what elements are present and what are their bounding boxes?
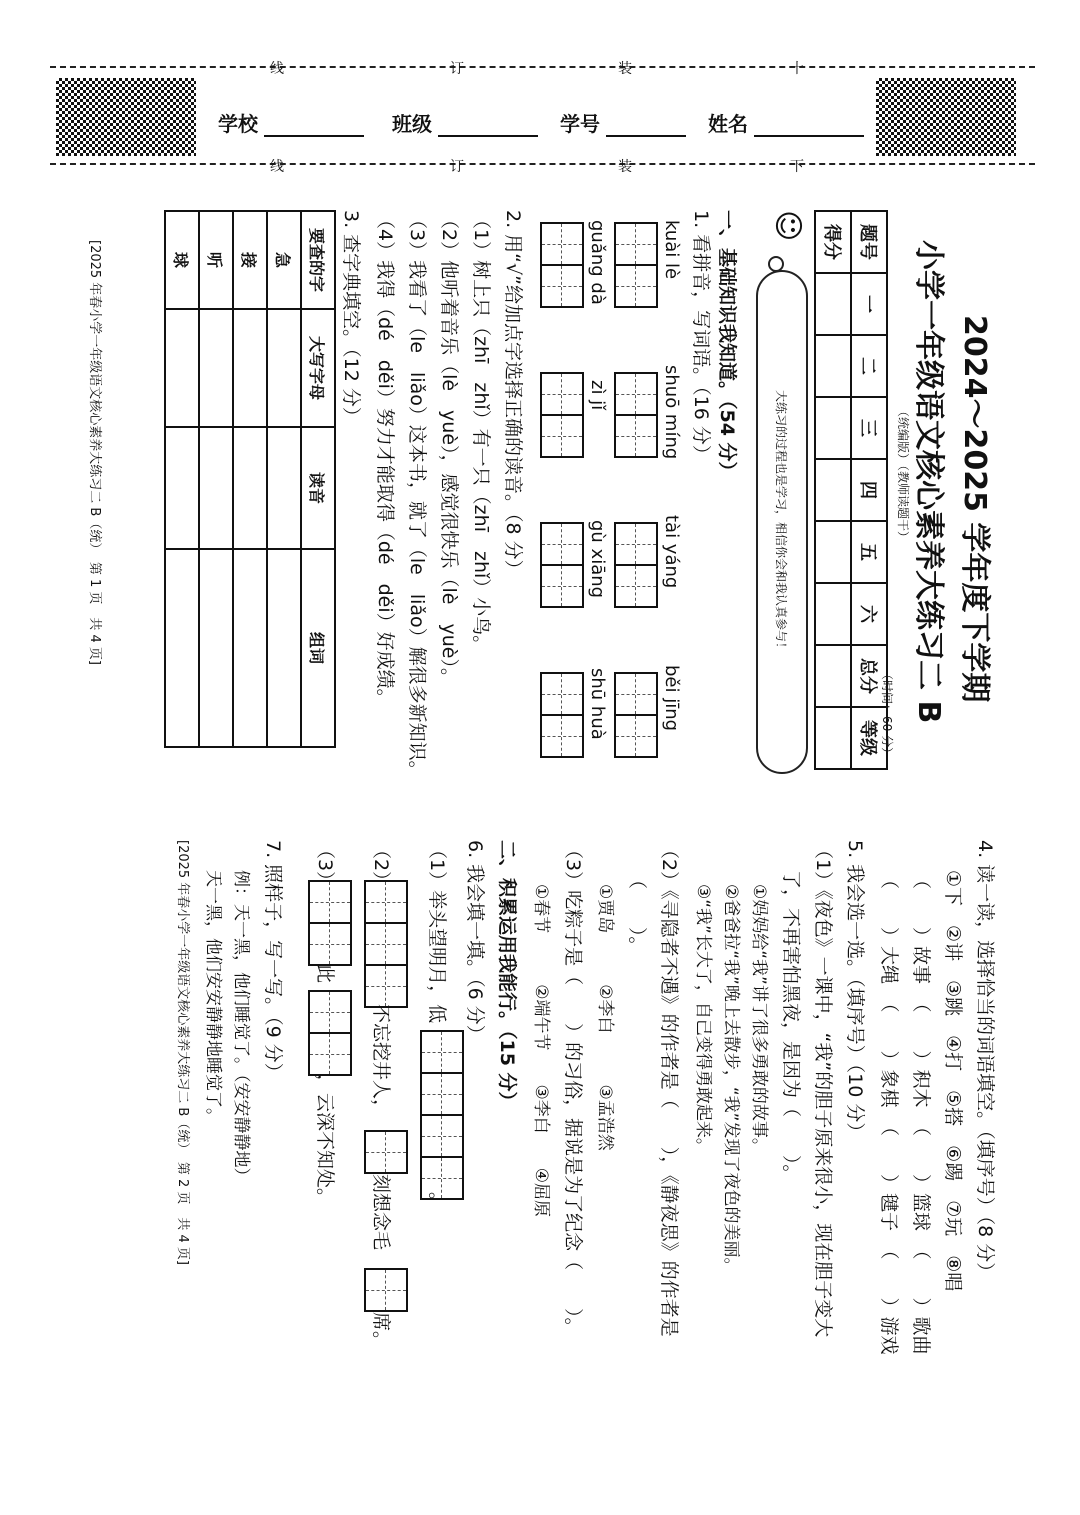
pinyin: běi jīng — [661, 665, 682, 732]
pinyin: shū huà — [587, 668, 608, 740]
binding-mark: 线 — [270, 159, 284, 175]
checker-pattern-right — [876, 78, 1016, 156]
question-6-3-text: （3） — [314, 840, 336, 891]
score-col: 一 — [851, 273, 887, 335]
answer-cell[interactable] — [165, 427, 199, 549]
cloud-bubble — [756, 270, 808, 774]
score-table — [814, 210, 888, 770]
checker-pattern-left — [56, 78, 196, 156]
question-5-3[interactable]: （3）吃粽子是（ ）的习俗，据说是为了纪念（ ）。 — [562, 840, 584, 1337]
answer-cell[interactable] — [267, 549, 301, 747]
score-cell[interactable] — [815, 707, 851, 769]
binding-mark: 订 — [450, 159, 464, 175]
question-6-3-text: 此 — [314, 964, 336, 984]
binding-mark: 装 — [618, 61, 632, 77]
student-id-field[interactable] — [560, 108, 686, 137]
exam-subtitle: （统编版）（教师读题干） — [896, 405, 910, 544]
table-cell: 听 — [199, 211, 233, 309]
page-footer: [2025 年春小学一年级语文核心素养大练习二 B（统） 第 1 页 共 4 页] — [87, 240, 102, 665]
binding-mark: 下 — [790, 159, 804, 175]
answer-cell[interactable] — [165, 309, 199, 427]
score-cell[interactable] — [815, 521, 851, 583]
question-2-item[interactable]: （2）他听着音乐（lè yuè），感觉很快乐（lè yuè）。 — [438, 210, 460, 687]
question-6-1-text: （1）举头望明月，低 — [426, 840, 448, 1024]
score-cell[interactable] — [815, 273, 851, 335]
score-col: 四 — [851, 459, 887, 521]
writing-grid[interactable] — [364, 880, 408, 1006]
pinyin: zì jǐ — [587, 380, 608, 411]
question-6-2-text: 席。 — [370, 1312, 392, 1351]
pinyin: tài yáng — [661, 515, 682, 589]
option-row: ①春节 ②端午节 ③李白 ④屈原 — [531, 884, 551, 1217]
option: ③“我”长大了，自己变得勇敢起来。 — [693, 884, 713, 1155]
question-4-row[interactable]: （ ）大绳 （ ）象棋 （ ）毽子 （ ）游戏 — [878, 870, 900, 1355]
question-6-2-text: 不忘挖井人， — [370, 1004, 392, 1119]
writing-grid[interactable] — [420, 1030, 464, 1198]
table-cell: 接 — [233, 211, 267, 309]
pinyin: gù xiāng — [587, 520, 608, 599]
table-cell: 球 — [165, 211, 199, 309]
question-4-row[interactable]: （ ）故事 （ ）积木 （ ）篮球 （ ）歌曲 — [910, 870, 932, 1355]
question-4-options: ①下 ②讲 ③跳 ④打 ⑤搭 ⑥踢 ⑦玩 ⑧唱 — [942, 870, 964, 1292]
table-header: 组词 — [301, 549, 335, 747]
school-field[interactable] — [218, 108, 364, 137]
answer-cell[interactable] — [199, 427, 233, 549]
writing-grid[interactable] — [364, 1268, 408, 1310]
section-2-heading: 二、积累运用我能行。（15 分） — [496, 840, 518, 1111]
name-field[interactable] — [708, 108, 864, 137]
writing-grid[interactable] — [614, 522, 658, 606]
answer-cell[interactable] — [233, 427, 267, 549]
writing-grid[interactable] — [540, 222, 584, 306]
pinyin: kuài lè — [661, 220, 682, 280]
question-6-2-text: （2） — [370, 840, 392, 891]
section-1-heading: 一、基础知识我知道。（54 分） — [716, 210, 738, 481]
question-2-item[interactable]: （3）我看了（le liǎo）这本书，就了（le liǎo）解很多新知识。 — [406, 210, 428, 780]
pinyin: shuō míng — [661, 365, 682, 460]
option: ②爸爸拉“我”晚上去散步，“我”发现了夜色的美丽。 — [721, 884, 741, 1275]
example: 例：天一黑，他们睡觉了。（安安静静地） — [231, 870, 251, 1185]
question-3: 3. 查字典填空。（12 分） — [340, 210, 362, 426]
table-header: 要查的字 — [301, 211, 335, 309]
time-note: （时间：60 分） — [880, 668, 894, 760]
binding-mark: 线 — [270, 61, 284, 77]
question-6-1-end: 。 — [426, 1192, 448, 1212]
answer-cell[interactable] — [199, 309, 233, 427]
binding-mark: 装 — [618, 159, 632, 175]
question-5-1: （1）《夜色》一课中，“我”的胆子原来很小，现在胆子变大 — [812, 840, 834, 1338]
question-5-2[interactable]: （2）《寻隐者不遇》的作者是（ ），《静夜思》的作者是 — [658, 840, 680, 1337]
student-id-label: 学号 — [560, 112, 600, 136]
student-id-blank[interactable] — [606, 113, 686, 137]
writing-grid[interactable] — [614, 222, 658, 306]
table-header: 读音 — [301, 427, 335, 549]
score-col: 三 — [851, 397, 887, 459]
exam-title-2: 小学一年级语文核心素养大练习二 B — [911, 240, 946, 724]
question-1: 1. 看拼音，写词语。（16 分） — [690, 210, 712, 464]
table-header: 大写字母 — [301, 309, 335, 427]
question-6: 6. 我会填一填。（6 分） — [464, 840, 486, 1044]
score-cell[interactable] — [815, 645, 851, 707]
score-cell[interactable] — [815, 335, 851, 397]
name-blank[interactable] — [754, 113, 864, 137]
option: ①妈妈给“我”讲了很多勇敢的故事。 — [749, 884, 769, 1155]
answer-cell[interactable] — [267, 309, 301, 427]
exam-title: 2024～2025 学年度下学期 — [957, 315, 992, 703]
name-label: 姓名 — [708, 112, 748, 136]
exam-page-2 — [80, 840, 1000, 1480]
score-col: 二 — [851, 335, 887, 397]
exam-page-1 — [80, 200, 1000, 780]
binding-line-bottom — [50, 163, 1035, 165]
dictionary-table — [164, 210, 336, 748]
cartoon-girl-icon: ☺ — [770, 210, 805, 242]
score-col: 五 — [851, 521, 887, 583]
score-cell[interactable] — [815, 397, 851, 459]
score-col: 等级 — [851, 707, 887, 769]
question-6-2-text: 刻想念毛 — [370, 1174, 392, 1251]
writing-grid[interactable] — [540, 672, 584, 756]
writing-grid[interactable] — [540, 522, 584, 606]
question-2-item[interactable]: （4）我得（dé děi）努力才能取得（dé děi）好成绩。 — [374, 210, 396, 708]
writing-grid[interactable] — [614, 372, 658, 456]
question-6-3-text: ，云深不知处。 — [314, 1074, 336, 1208]
score-cell[interactable] — [815, 583, 851, 645]
pinyin: guǎng dà — [587, 220, 608, 305]
score-row-header: 得分 — [815, 211, 851, 273]
question-5-2b[interactable]: （ ）。 — [626, 870, 648, 956]
table-cell: 急 — [267, 211, 301, 309]
score-col: 六 — [851, 583, 887, 645]
question-5-1b[interactable]: 了，不再害怕黑夜，是因为（ ）。 — [780, 870, 802, 1184]
question-2: 2. 用“√”给加点字选择正确的读音。（8 分） — [502, 210, 524, 579]
class-blank[interactable] — [438, 113, 538, 137]
answer-cell[interactable] — [199, 549, 233, 747]
writing-grid[interactable] — [540, 372, 584, 456]
answer-cell[interactable] — [165, 549, 199, 747]
writing-grid[interactable] — [364, 1130, 408, 1172]
binding-mark: 订 — [450, 61, 464, 77]
option-row: ①贾岛 ②李白 ③孟浩然 — [595, 884, 615, 1151]
writing-grid[interactable] — [308, 880, 352, 964]
school-label: 学校 — [218, 112, 258, 136]
class-label: 班级 — [392, 112, 432, 136]
class-field[interactable] — [392, 108, 538, 137]
school-blank[interactable] — [264, 113, 364, 137]
score-cell[interactable] — [815, 459, 851, 521]
answer-cell[interactable] — [233, 549, 267, 747]
question-2-item[interactable]: （1）树上只（zhī zhǐ）有一只（zhī zhǐ）小鸟。 — [470, 210, 492, 655]
score-row-header: 题号 — [851, 211, 887, 273]
question-5: 5. 我会选一选。（填序号）（10 分） — [844, 840, 866, 1142]
score-col: 总分 — [851, 645, 887, 707]
answer-cell[interactable] — [233, 309, 267, 427]
question-7: 7. 照样子，写一写。（9 分） — [262, 840, 284, 1082]
binding-line-top — [50, 66, 1035, 68]
example: 天一黑，他们安安静静地睡觉了。 — [203, 870, 223, 1125]
writing-grid[interactable] — [614, 672, 658, 756]
page-footer: [2025 年春小学一年级语文核心素养大练习二 B（统） 第 2 页 共 4 页] — [175, 840, 190, 1265]
binding-mark: 十 — [790, 61, 804, 77]
cloud-text: 大练习的过程也是学习，相信你会和我认真参与！ — [774, 389, 789, 654]
writing-grid[interactable] — [308, 990, 352, 1074]
answer-cell[interactable] — [267, 427, 301, 549]
question-4: 4. 读一读，选择恰当的词语填空。（填序号）（8 分） — [974, 840, 996, 1282]
